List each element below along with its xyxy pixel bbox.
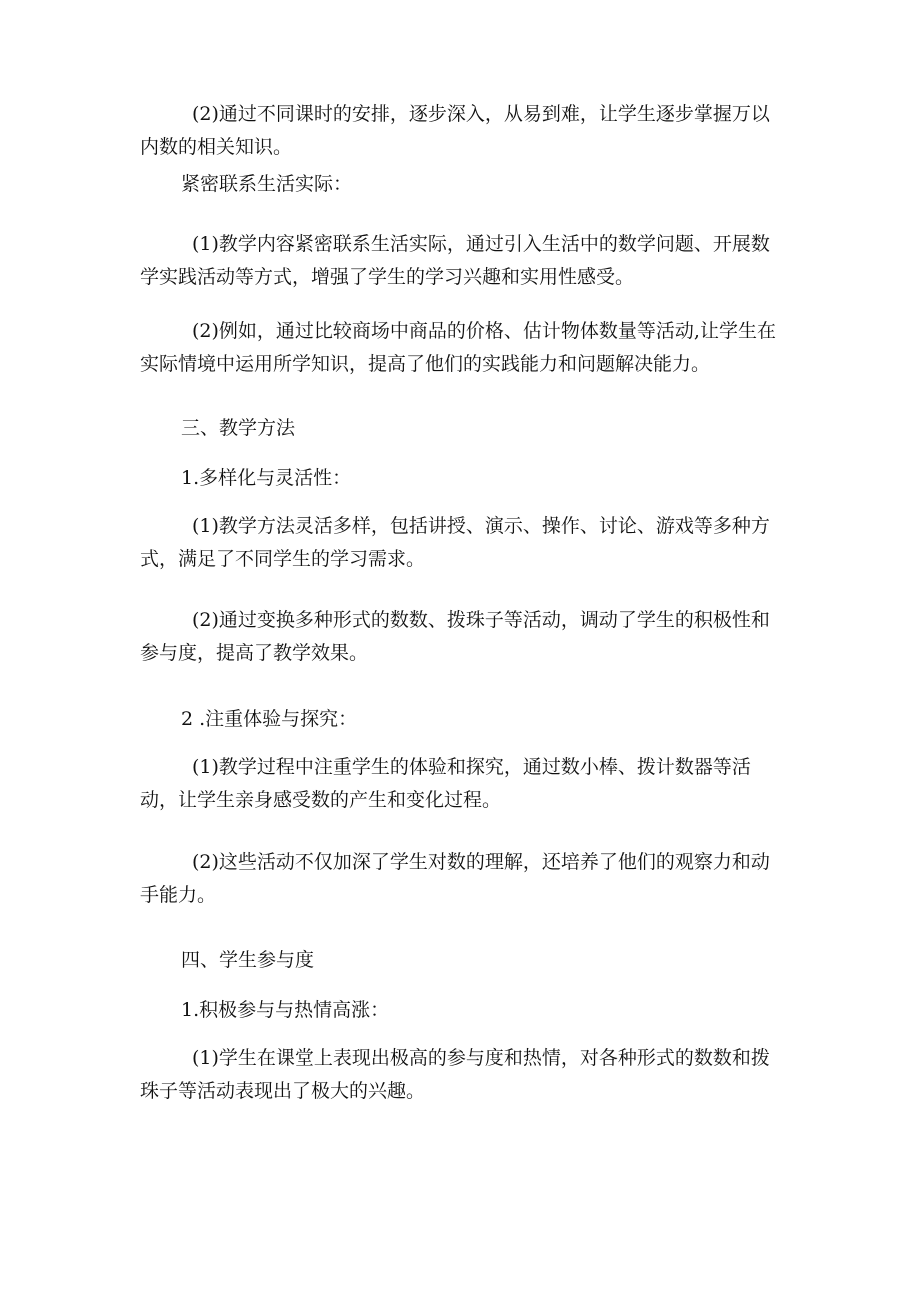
heading-student-participation: 四、学生参与度 [181,949,315,971]
paragraph-experience-process: (1)教学过程中注重学生的体验和探究，通过数小棒、拨计数器等活动，让学生亲身感受数的产生和变化过程。 [140,756,751,811]
heading-experience-exploration: 2 .注重体验与探究： [181,708,358,730]
paragraph-activity-benefits: (2)这些活动不仅加深了学生对数的理解，还培养了他们的观察力和动手能力。 [140,851,770,906]
heading-active-participation: 1.积极参与与热情高涨： [181,999,390,1021]
heading-diversity-flexibility: 1.多样化与灵活性： [181,467,352,489]
heading-teaching-methods: 三、教学方法 [181,417,296,439]
paragraph-diverse-methods: (1)教学方法灵活多样，包括讲授、演示、操作、讨论、游戏等多种方式，满足了不同学生的学习需求。 [140,515,770,570]
paragraph-progressive-learning: (2)通过不同课时的安排，逐步深入，从易到难，让学生逐步掌握万以内数的相关知识。 [140,103,770,158]
paragraph-real-life-content: (1)教学内容紧密联系生活实际，通过引入生活中的数学问题、开展数学实践活动等方式，增强了学生的学习兴趣和实用性感受。 [140,233,770,288]
paragraph-varied-activities: (2)通过变换多种形式的数数、拨珠子等活动，调动了学生的积极性和参与度，提高了教学效果。 [140,609,770,664]
paragraph-student-enthusiasm: (1)学生在课堂上表现出极高的参与度和热情，对各种形式的数数和拨珠子等活动表现出了极大的兴趣。 [140,1047,770,1102]
paragraph-real-life-example: (2)例如，通过比较商场中商品的价格、估计物体数量等活动,让学生在实际情境中运用所学知识，提高了他们的实践能力和问题解决能力。 [140,320,776,375]
heading-real-life: 紧密联系生活实际： [181,173,353,195]
